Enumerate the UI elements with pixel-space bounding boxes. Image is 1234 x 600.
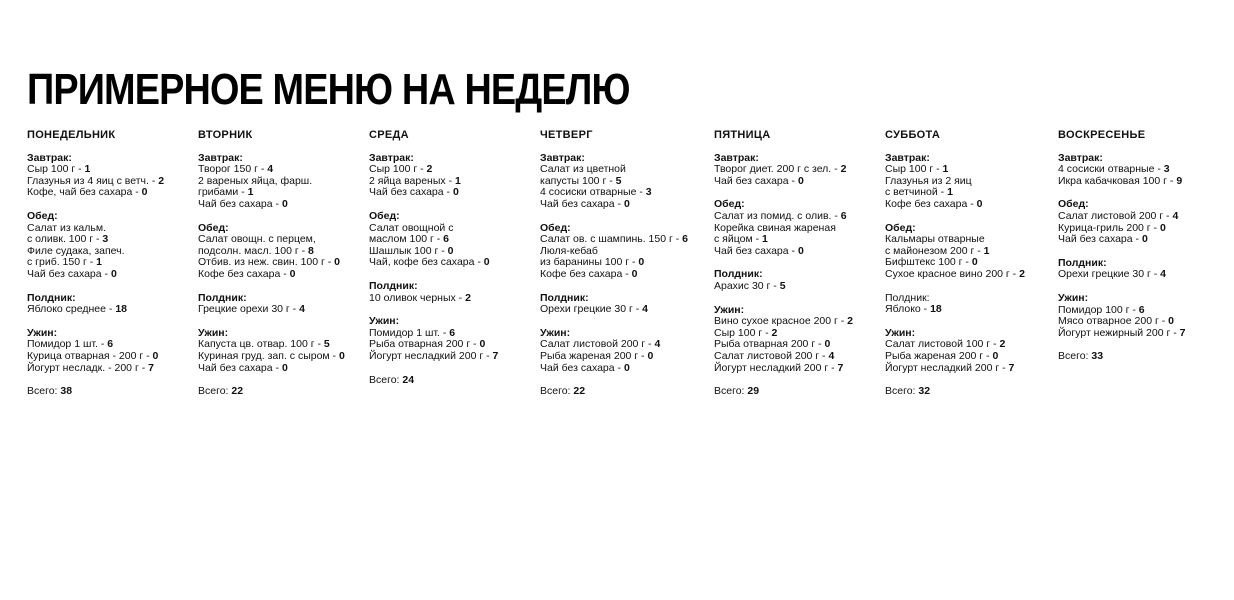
- menu-item: [27, 187, 164, 199]
- menu-item-points: 5: [323, 338, 330, 351]
- menu-item-text: с ветчиной -: [885, 186, 948, 199]
- menu-item: [369, 351, 498, 363]
- menu-item-points: 6: [682, 233, 688, 246]
- menu-item-points: 3: [1163, 163, 1170, 176]
- menu-item-points: 5: [615, 174, 622, 187]
- menu-item-points: 0: [824, 338, 831, 351]
- menu-item-points: 0: [447, 244, 454, 257]
- meal-title: Завтрак:: [198, 151, 243, 164]
- menu-item: [198, 269, 345, 281]
- menu-item-points: 0: [289, 267, 296, 280]
- menu-item-points: 1: [762, 233, 768, 246]
- menu-item-text: с майонезом 200 г -: [885, 244, 984, 257]
- day-total: [885, 386, 1025, 398]
- day-name: СРЕДА: [369, 129, 409, 141]
- total-label: Всего:: [540, 385, 571, 398]
- menu-item-points: 3: [102, 233, 109, 246]
- menu-item-points: 0: [281, 197, 288, 210]
- day-column: [540, 130, 688, 398]
- menu-item-points: 2: [1019, 267, 1025, 280]
- meal-block: [540, 153, 688, 211]
- menu-item: [1058, 176, 1186, 188]
- menu-item: [885, 304, 1025, 316]
- meal-title: Ужин:: [540, 326, 571, 339]
- menu-item-text: Рыба отварная 200 г -: [714, 338, 825, 351]
- menu-item: [1058, 328, 1186, 340]
- meal-block: [1058, 293, 1186, 339]
- menu-item-points: 0: [1168, 315, 1174, 328]
- menu-item-points: 1: [247, 186, 254, 199]
- menu-item-text: Чай, кофе без сахара -: [369, 256, 484, 269]
- total-label: Всего:: [714, 385, 745, 398]
- menu-item: [714, 281, 853, 293]
- menu-item: [369, 293, 498, 305]
- menu-item-text: Салат овощн. с перцем,: [198, 233, 316, 246]
- menu-item-text: Шашлык 100 г -: [369, 244, 448, 257]
- meal-title: Завтрак:: [714, 151, 759, 164]
- total-value: 33: [1091, 350, 1104, 363]
- menu-item-points: 0: [623, 197, 630, 210]
- meal-title: Ужин:: [27, 326, 58, 339]
- menu-item-points: 0: [338, 349, 345, 362]
- menu-item-points: 4: [267, 163, 274, 176]
- day-column: [885, 130, 1025, 398]
- menu-item-text: Йогурт несладкий 200 г -: [885, 361, 1009, 374]
- menu-item-text: Чай без сахара -: [540, 197, 624, 210]
- menu-item-points: 18: [930, 303, 942, 316]
- menu-item-text: Сыр 100 г -: [27, 163, 85, 176]
- meal-block: [1058, 199, 1186, 245]
- menu-item-points: 7: [837, 361, 844, 374]
- menu-item-points: 0: [1159, 221, 1166, 234]
- menu-item-points: 2: [999, 338, 1006, 351]
- menu-item-points: 0: [638, 256, 645, 269]
- total-value: 22: [231, 385, 244, 398]
- menu-item-points: 2: [847, 315, 854, 328]
- menu-item: [27, 363, 164, 375]
- meal-block: [27, 293, 164, 316]
- meal-block: [1058, 153, 1186, 188]
- meal-block: [540, 328, 688, 374]
- meal-title: Полдник:: [540, 291, 589, 304]
- day-total: [27, 386, 164, 398]
- meal-title: Ужин:: [714, 303, 745, 316]
- total-label: Всего:: [885, 385, 916, 398]
- menu-item-text: Яблоко среднее -: [27, 303, 116, 316]
- menu-item-text: из баранины 100 г -: [540, 256, 639, 269]
- menu-item-text: Помидор 1 шт. -: [369, 326, 450, 339]
- meal-block: [198, 328, 345, 374]
- menu-item-text: Творог 150 г -: [198, 163, 268, 176]
- menu-item-points: 0: [797, 174, 804, 187]
- total-label: Всего:: [1058, 350, 1089, 363]
- menu-item: [198, 199, 345, 211]
- day-name: СУББОТА: [885, 129, 941, 141]
- day-name: ПЯТНИЦА: [714, 129, 771, 141]
- meal-block: [369, 281, 498, 304]
- menu-item-points: 6: [107, 338, 114, 351]
- total-value: 32: [918, 385, 931, 398]
- menu-item-text: Салат из помид. с олив. -: [714, 209, 841, 222]
- menu-item: [1058, 234, 1186, 246]
- menu-item-text: Люля-кебаб: [540, 244, 598, 257]
- menu-item-text: Йогурт нежирный 200 г -: [1058, 326, 1180, 339]
- day-column: [369, 130, 498, 386]
- menu-item-points: 6: [1138, 303, 1145, 316]
- menu-item-text: Салат листовой 200 г -: [1058, 209, 1173, 222]
- day-column: [27, 130, 164, 398]
- menu-item-text: Салат листовой 200 г -: [540, 338, 655, 351]
- menu-item-points: 8: [308, 244, 314, 257]
- menu-item-points: 0: [623, 361, 630, 374]
- menu-item-text: Чай без сахара -: [198, 361, 282, 374]
- menu-item-points: 0: [1141, 233, 1148, 246]
- menu-item-points: 4: [299, 303, 305, 316]
- menu-item: [714, 363, 853, 375]
- menu-item-text: Глазунья из 2 яиц: [885, 174, 972, 187]
- menu-item-points: 0: [281, 361, 288, 374]
- menu-item-points: 1: [96, 256, 102, 269]
- meal-title: Обед:: [198, 221, 229, 234]
- meal-block: [27, 328, 164, 374]
- menu-item-points: 0: [797, 244, 804, 257]
- menu-item-points: 18: [115, 303, 127, 316]
- menu-item-points: 7: [148, 361, 154, 374]
- menu-item-text: Салат из цветной: [540, 163, 626, 176]
- total-value: 22: [573, 385, 586, 398]
- day-name: ВОСКРЕСЕНЬЕ: [1058, 129, 1146, 141]
- menu-item-text: Чай без сахара -: [369, 186, 453, 199]
- menu-item-points: 7: [1179, 326, 1186, 339]
- menu-item: [198, 304, 345, 316]
- total-label: Всего:: [198, 385, 229, 398]
- menu-item-text: Рыба отварная 200 г -: [369, 338, 480, 351]
- menu-item-text: Салат из кальм.: [27, 221, 106, 234]
- menu-item-points: 1: [983, 244, 990, 257]
- menu-item-text: с яйцом -: [714, 233, 763, 246]
- menu-item-text: с оливк. 100 г -: [27, 233, 103, 246]
- menu-item-text: Творог диет. 200 г с зел. -: [714, 163, 841, 176]
- menu-item: [369, 257, 498, 269]
- meal-block: [885, 153, 1025, 211]
- day-total: [714, 386, 853, 398]
- meal-title: Полдник:: [27, 291, 76, 304]
- meal-block: [714, 153, 853, 188]
- menu-item-text: Кофе, чай без сахара -: [27, 186, 142, 199]
- menu-item-points: 4: [1160, 268, 1166, 281]
- meal-title: Завтрак:: [1058, 151, 1103, 164]
- menu-item-text: Мясо отварное 200 г -: [1058, 315, 1169, 328]
- menu-item-text: Йогурт несладк. - 200 г -: [27, 361, 149, 374]
- meal-title: Обед:: [369, 209, 400, 222]
- menu-item-points: 0: [647, 349, 654, 362]
- meal-block: [369, 211, 498, 269]
- menu-item-text: 2 яйца вареных -: [369, 174, 455, 187]
- menu-item-text: Икра кабачковая 100 г -: [1058, 174, 1177, 187]
- menu-item-text: Йогурт несладкий 200 г -: [369, 349, 493, 362]
- menu-item-points: 2: [158, 174, 165, 187]
- meal-title: Полдник:: [885, 291, 930, 304]
- menu-item-points: 1: [942, 163, 949, 176]
- day-total: [198, 386, 345, 398]
- meal-block: [714, 305, 853, 375]
- menu-item: [369, 187, 498, 199]
- menu-item-text: Кофе без сахара -: [198, 267, 290, 280]
- meal-title: Завтрак:: [885, 151, 930, 164]
- meal-title: Завтрак:: [369, 151, 414, 164]
- menu-item-points: 0: [110, 267, 117, 280]
- menu-item-points: 3: [645, 186, 652, 199]
- meal-title: Обед:: [27, 209, 58, 222]
- menu-item-points: 1: [454, 174, 461, 187]
- menu-item-points: 0: [452, 186, 459, 199]
- menu-item-points: 6: [840, 209, 847, 222]
- meal-title: Ужин:: [1058, 291, 1089, 304]
- menu-item-text: 2 вареных яйца, фарш.: [198, 174, 313, 187]
- day-column: [714, 130, 853, 398]
- menu-item-points: 0: [334, 256, 341, 269]
- menu-item-text: 4 сосиски отварные -: [1058, 163, 1164, 176]
- menu-item-points: 4: [654, 338, 661, 351]
- menu-item-text: Салат листовой 100 г -: [885, 338, 1000, 351]
- meal-block: [540, 293, 688, 316]
- menu-item-points: 7: [492, 349, 499, 362]
- menu-item-text: Орехи грецкие 30 г -: [1058, 268, 1161, 281]
- menu-item: [1058, 269, 1186, 281]
- menu-item-text: Кофе без сахара -: [540, 267, 632, 280]
- meal-block: [198, 293, 345, 316]
- menu-item: [540, 304, 688, 316]
- meal-block: [885, 328, 1025, 374]
- menu-item-points: 0: [152, 349, 159, 362]
- menu-item-text: Филе судака, запеч.: [27, 244, 125, 257]
- menu-item-text: Сухое красное вино 200 г -: [885, 267, 1020, 280]
- menu-item-points: 0: [479, 338, 486, 351]
- menu-item-text: Салат овощной с: [369, 221, 454, 234]
- menu-item-text: Йогурт несладкий 200 г -: [714, 361, 838, 374]
- meal-title: Ужин:: [198, 326, 229, 339]
- menu-item-points: 7: [1008, 361, 1015, 374]
- menu-item-text: Рыба жареная 200 г -: [885, 349, 993, 362]
- menu-item-text: Чай без сахара -: [198, 197, 282, 210]
- menu-item-text: Вино сухое красное 200 г -: [714, 315, 848, 328]
- menu-item-text: 4 сосиски отварные -: [540, 186, 646, 199]
- menu-item: [540, 199, 688, 211]
- meal-title: Завтрак:: [540, 151, 585, 164]
- menu-item-points: 2: [771, 326, 778, 339]
- menu-item-text: Салат листовой 200 г -: [714, 349, 829, 362]
- menu-item-text: Салат ов. с шампинь. 150 г -: [540, 233, 683, 246]
- menu-item-points: 4: [1172, 209, 1179, 222]
- menu-item-text: Курица-гриль 200 г -: [1058, 221, 1160, 234]
- menu-item-points: 6: [449, 326, 456, 339]
- meal-title: Ужин:: [885, 326, 916, 339]
- menu-item-text: Чай без сахара -: [714, 174, 798, 187]
- meal-block: [27, 153, 164, 199]
- total-value: 29: [747, 385, 760, 398]
- total-label: Всего:: [27, 385, 58, 398]
- menu-item-text: грибами -: [198, 186, 248, 199]
- day-total: [369, 375, 498, 387]
- menu-item-text: капусты 100 г -: [540, 174, 616, 187]
- menu-item-text: Рыба жареная 200 г -: [540, 349, 648, 362]
- menu-item: [714, 176, 853, 188]
- meal-title: Обед:: [540, 221, 571, 234]
- menu-item-text: Арахис 30 г -: [714, 279, 780, 292]
- meal-title: Обед:: [885, 221, 916, 234]
- total-value: 38: [60, 385, 73, 398]
- menu-item-points: 0: [971, 256, 978, 269]
- meal-block: [540, 223, 688, 281]
- meal-block: [714, 199, 853, 257]
- meal-title: Завтрак:: [27, 151, 72, 164]
- meal-title: Ужин:: [369, 315, 400, 328]
- day-column: [198, 130, 345, 398]
- menu-item-text: с гриб. 150 г -: [27, 256, 97, 269]
- menu-item-text: Курица отварная - 200 г -: [27, 349, 153, 362]
- meal-title: Полдник:: [1058, 256, 1107, 269]
- menu-item-points: 0: [631, 267, 638, 280]
- menu-item-text: Сыр 100 г -: [714, 326, 772, 339]
- menu-item-text: Капуста цв. отвар. 100 г -: [198, 338, 324, 351]
- menu-item-text: Грецкие орехи 30 г -: [198, 303, 300, 316]
- menu-item-text: Помидор 1 шт. -: [27, 338, 108, 351]
- menu-item-points: 6: [443, 233, 449, 246]
- meal-block: [369, 316, 498, 362]
- menu-item-points: 5: [779, 279, 786, 292]
- meal-block: [1058, 258, 1186, 281]
- day-column: [1058, 130, 1186, 363]
- menu-item-text: Куриная груд. зап. с сыром -: [198, 349, 339, 362]
- meal-title: Обед:: [714, 198, 745, 211]
- meal-title: Полдник:: [714, 268, 763, 281]
- menu-item-text: Глазунья из 4 яиц с ветч. -: [27, 174, 159, 187]
- menu-item-text: Чай без сахара -: [1058, 233, 1142, 246]
- day-name: ВТОРНИК: [198, 129, 253, 141]
- menu-item-points: 2: [426, 163, 433, 176]
- menu-item: [885, 199, 1025, 211]
- menu-item-text: 10 оливок черных -: [369, 291, 466, 304]
- menu-item-text: Сыр 100 г -: [885, 163, 943, 176]
- day-total: [1058, 351, 1186, 363]
- menu-item: [714, 246, 853, 258]
- meal-title: Обед:: [1058, 198, 1089, 211]
- menu-item-text: Сыр 100 г -: [369, 163, 427, 176]
- meal-block: [198, 223, 345, 281]
- menu-item-text: Кальмары отварные: [885, 233, 985, 246]
- menu-item-text: Чай без сахара -: [540, 361, 624, 374]
- menu-item-text: Отбив. из неж. свин. 100 г -: [198, 256, 335, 269]
- menu-item-points: 1: [947, 186, 953, 199]
- menu-item-points: 2: [465, 291, 471, 304]
- menu-item-text: Помидор 100 г -: [1058, 303, 1139, 316]
- menu-item-text: Чай без сахара -: [714, 244, 798, 257]
- menu-item-points: 2: [840, 163, 847, 176]
- page-title: ПРИМЕРНОЕ МЕНЮ НА НЕДЕЛЮ: [27, 65, 630, 114]
- meal-block: [369, 153, 498, 199]
- menu-item-points: 4: [828, 349, 835, 362]
- menu-item: [885, 363, 1025, 375]
- menu-item-text: Бифштекс 100 г -: [885, 256, 972, 269]
- meal-block: [885, 293, 1025, 316]
- menu-item: [198, 363, 345, 375]
- menu-item-text: маслом 100 г -: [369, 233, 444, 246]
- meal-block: [885, 223, 1025, 281]
- menu-item-text: Орехи грецкие 30 г -: [540, 303, 643, 316]
- menu-item: [27, 304, 164, 316]
- menu-item-text: Кофе без сахара -: [885, 197, 977, 210]
- menu-item-points: 0: [976, 197, 983, 210]
- menu-item: [540, 363, 688, 375]
- menu-item-text: подсолн. масл. 100 г -: [198, 244, 309, 257]
- menu-item-points: 9: [1176, 174, 1183, 187]
- total-label: Всего:: [369, 373, 400, 386]
- day-total: [540, 386, 688, 398]
- menu-item-points: 0: [483, 256, 490, 269]
- menu-item-points: 4: [642, 303, 648, 316]
- meal-block: [27, 211, 164, 281]
- menu-item: [885, 269, 1025, 281]
- menu-item: [27, 269, 164, 281]
- meal-title: Полдник:: [369, 279, 418, 292]
- menu-item-points: 0: [992, 349, 999, 362]
- menu-item-text: Корейка свиная жареная: [714, 221, 836, 234]
- day-name: ПОНЕДЕЛЬНИК: [27, 129, 116, 141]
- menu-item: [540, 269, 688, 281]
- week-menu: [0, 130, 1234, 430]
- menu-item-points: 1: [84, 163, 91, 176]
- meal-block: [198, 153, 345, 211]
- menu-item-text: Чай без сахара -: [27, 267, 111, 280]
- day-name: ЧЕТВЕРГ: [540, 129, 593, 141]
- menu-item-points: 0: [141, 186, 148, 199]
- menu-item-text: Яблоко -: [885, 303, 931, 316]
- meal-block: [714, 269, 853, 292]
- total-value: 24: [402, 373, 415, 386]
- meal-title: Полдник:: [198, 291, 247, 304]
